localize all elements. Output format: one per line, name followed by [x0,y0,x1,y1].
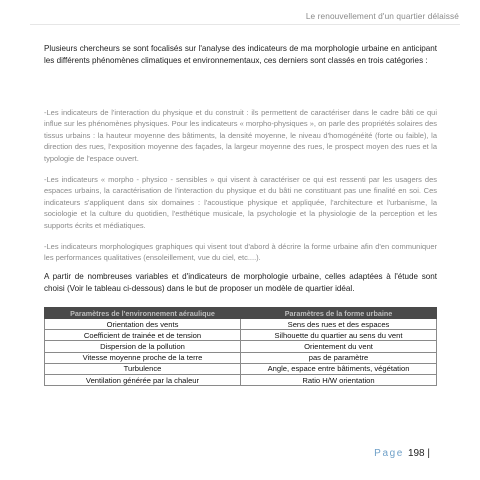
table-cell: Coefficient de trainée et de tension [45,330,241,341]
table-row [45,319,437,330]
table-row [45,352,437,363]
table-row [45,330,437,341]
indicator-paragraph-1: -Les indicateurs de l'interaction du physique et du construit : ils permettent de caractériser dans le cadre bâti ce qui influe sur les phénomènes physiques. Pour les indicateurs « morpho-physiques », on parle des propriétés solaires des tissus urbains : la hauteur moyenne des bâtiments, la densité moyenne, le niveau d'homogénéité (forte ou faible), la direction des rues, l'exposition moyenne des façades, la largeur moyenne des rues, le prospect moyen des rues et la typologie de l'espace ouvert. [44,108,437,163]
header-cell-aeraulic: Paramètres de l'environnement aéraulique [45,308,241,319]
table-cell: Silhouette du quartier au sens du vent [241,330,437,341]
summary-paragraph: A partir de nombreuses variables et d'indicateurs de morphologie urbaine, celles adaptées à l'étude sont choisi (Voir le tableau ci-dessous) dans le but de proposer un modèle de quartier idéal. [44,272,437,294]
table-cell: Sens des rues et des espaces [241,319,437,330]
table-header-row [45,308,437,319]
table-row [45,341,437,352]
table-row [45,363,437,374]
table-cell: Orientation des vents [45,319,241,330]
page-label: Page [374,448,404,459]
table-cell: pas de paramètre [241,352,437,363]
page-number [374,448,430,459]
parameters-table [44,307,437,386]
table-cell: Dispersion de la pollution [45,341,241,352]
table-cell: Orientement du vent [241,341,437,352]
table-cell: Ratio H/W orientation [241,374,437,385]
table-row [45,374,437,385]
page-number-value: 198 | [407,448,430,459]
table-cell: Angle, espace entre bâtiments, végétation [241,363,437,374]
header-cell-urban-form: Paramètres de la forme urbaine [241,308,437,319]
table-cell: Vitesse moyenne proche de la terre [45,352,241,363]
indicator-paragraph-3: -Les indicateurs morphologiques graphiques qui visent tout d'abord à décrire la forme urbaine afin d'en communiquer les performances qualitatives (ensoleillement, vue du ciel, etc....). [44,242,437,263]
table-cell: Turbulence [45,363,241,374]
indicator-paragraph-2: -Les indicateurs « morpho - physico - sensibles » qui visent à caractériser ce qui est ressenti par les usagers des espaces urbains, la caractérisation de l'interaction du physique et du bâti ne constituant pas une finalité en soi. Ces indicateurs s'appliquent dans six domaines : l'acoustique physique et appliquée, l'architecture et l'urbanisme, la sociologie et la culture du quotidien, l'esthétique musicale, la psychologie et la physiologie de la perception et les supports écrits et médiatiques. [44,175,437,230]
table-cell: Ventilation générée par la chaleur [45,374,241,385]
running-header: Le renouvellement d'un quartier délaissé [305,11,459,21]
intro-paragraph: Plusieurs chercheurs se sont focalisés sur l'analyse des indicateurs de ma morphologie urbaine en anticipant les différents phénomènes climatiques et environnementaux, ces derniers sont classés en trois catégories : [44,44,437,66]
header-divider [30,24,460,25]
